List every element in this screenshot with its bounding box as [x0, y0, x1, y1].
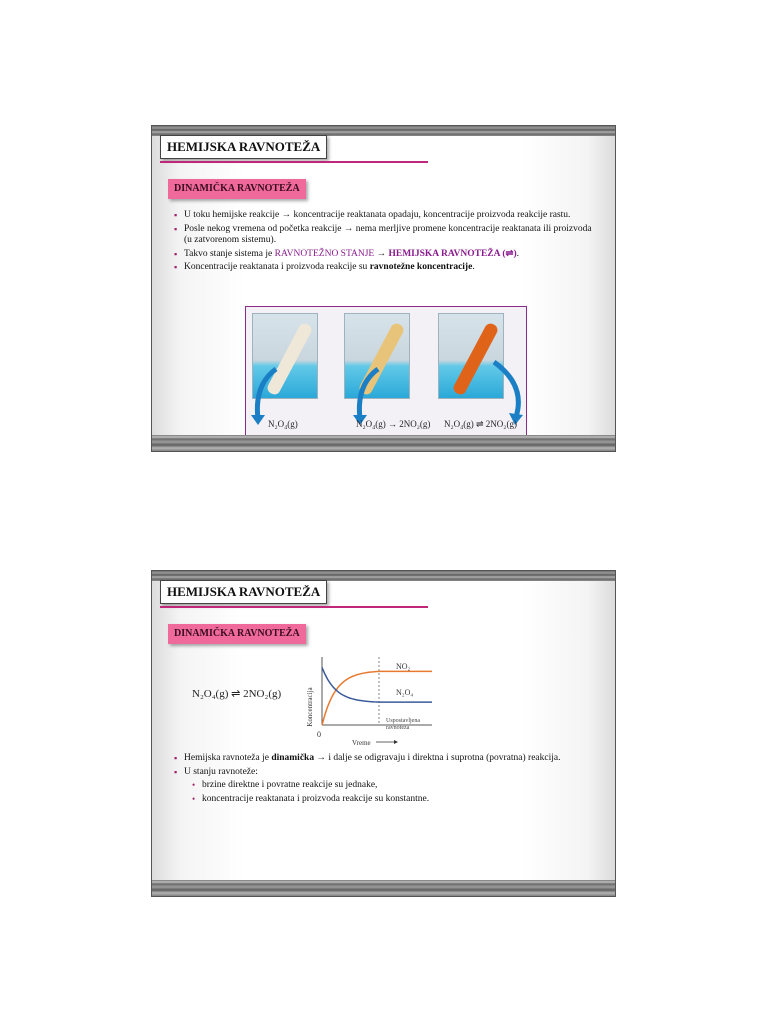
chart-xlabel: Vreme — [352, 739, 371, 747]
annotation-line-1: Uspostavljena — [386, 718, 420, 724]
chart-ylabel: Koncentracija — [306, 687, 314, 727]
arrow-head-icon — [251, 415, 265, 425]
bottom-decorative-bar — [152, 880, 615, 896]
slide-subtitle: DINAMIČKA RAVNOTEŽA — [168, 179, 306, 199]
slide-2 — [151, 570, 616, 897]
curved-arrow-icon — [359, 369, 378, 419]
title-underline — [160, 606, 428, 608]
slide-title: HEMIJSKA RAVNOTEŽA — [160, 580, 327, 604]
legend-no2: NO₂ — [396, 662, 411, 671]
concentration-chart — [304, 655, 464, 752]
bullet-item: ▪ U stanju ravnoteže: — [174, 767, 604, 779]
sub-bullet-item: • koncentracije reaktanata i proizvoda reakcije su konstantne. — [192, 794, 604, 806]
legend-n2o4: N₂O₄ — [396, 688, 414, 697]
caption-equation-1: N₂O₄(g) — [268, 419, 298, 429]
title-underline — [160, 161, 428, 163]
slide-subtitle: DINAMIČKA RAVNOTEŽA — [168, 624, 306, 644]
bottom-decorative-bar — [152, 435, 615, 451]
bullet-item: ▪ Hemijska ravnoteža je dinamička → i dalje se odigravaju i direktna i suprotna (povratna) reakcija. — [174, 753, 604, 765]
bullet-list — [174, 210, 594, 276]
bullet-item: ▪ Posle nekog vremena od početka reakcije → nema merljive promene koncentracije reaktanata ili proizvoda (u zatvorenom sistemu). — [174, 224, 594, 247]
series-line-n2o4 — [322, 667, 432, 702]
sub-bullet-item: • brzine direktne i povratne reakcije su jednake, — [192, 780, 604, 792]
slide-1 — [151, 125, 616, 452]
series-line-no2 — [322, 671, 432, 725]
equilibrium-photo — [245, 306, 527, 452]
bullet-item: ▪ Koncentracije reaktanata i proizvoda reakcije su ravnotežne koncentracije. — [174, 262, 594, 274]
curved-arrow-icon — [494, 362, 518, 417]
slide-title: HEMIJSKA RAVNOTEŽA — [160, 135, 327, 159]
x-arrow-head-icon — [394, 740, 398, 744]
caption-equation-3: N₂O₄(g) ⇌ 2NO₂(g) — [444, 419, 517, 429]
origin-label: 0 — [317, 730, 321, 739]
chart-svg — [304, 655, 464, 747]
curved-arrow-icon — [257, 369, 276, 419]
arrow-graphics — [246, 307, 528, 452]
annotation-line-2: ravnoteža — [386, 725, 410, 731]
reaction-equation: N₂O₄(g) ⇌ 2NO₂(g) — [192, 688, 282, 700]
bullet-item: ▪ U toku hemijske reakcije → koncentracije reaktanata opadaju, koncentracije proizvoda reakcije rastu. — [174, 210, 594, 222]
bullet-item: ▪ Takvo stanje sistema je RAVNOTEŽNO STANJE → HEMIJSKA RAVNOTEŽA (⇌). — [174, 249, 594, 261]
bullet-list — [174, 753, 604, 807]
caption-equation-2: N₂O₄(g) → 2NO₂(g) — [356, 419, 431, 429]
